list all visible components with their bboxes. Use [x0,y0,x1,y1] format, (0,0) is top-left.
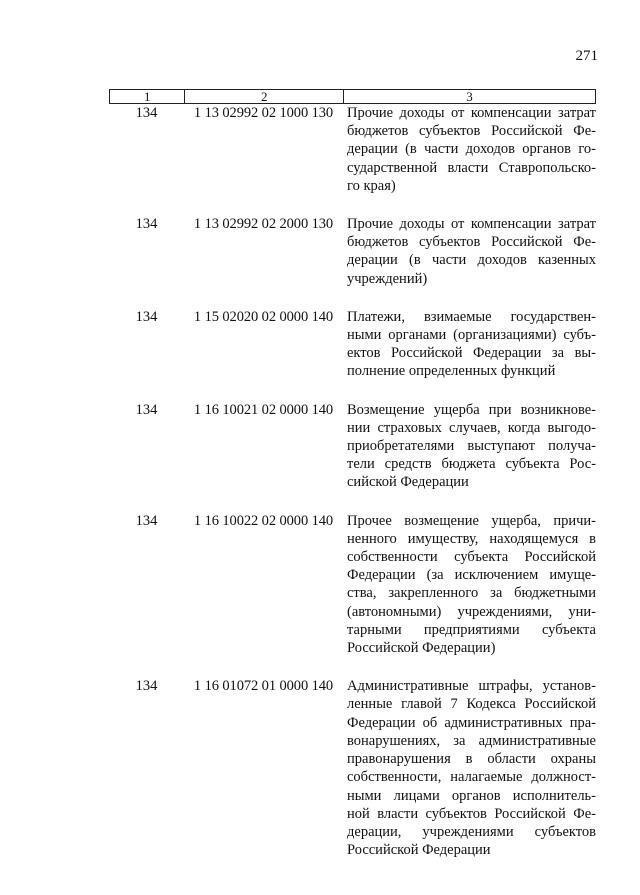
description-line: сударственной власти Ставропольско- [347,159,596,176]
description-cell [343,512,596,658]
description-line: приобретателями выступают получа- [347,438,596,455]
table-row [109,677,596,859]
table-row [109,308,596,381]
admin-code-cell: 134 [135,105,158,121]
description-line: ектов Российской Федерации за вы- [347,345,596,362]
page-number: 271 [575,48,598,64]
table-body [109,104,596,859]
description-line: ленные главой 7 Кодекса Российской [347,696,596,713]
description-line: Административные штрафы, установ- [347,678,596,695]
description-line: ными лицами органов исполнитель- [347,787,596,804]
description-line: тели средств бюджета субъекта Рос- [347,456,596,473]
description-line: Федерации (за исключением имуще- [347,567,596,584]
description-line: (автономными) учреждениями, уни- [347,603,596,620]
description-line: собственности субъекта Российской [347,549,596,566]
description-line: Федерации об административных пра- [347,714,596,731]
description-line: Прочее возмещение ущерба, причи- [347,512,596,529]
description-line: Прочие доходы от компенсации затрат [347,216,596,233]
description-line: дерации (в части доходов органов го- [347,141,596,158]
table-row [109,512,596,658]
description-line: дерации (в части доходов казенных [347,252,596,269]
table-row [109,215,596,288]
revenue-code-cell: 1 16 01072 01 0000 140 [193,678,334,695]
admin-code-cell: 134 [135,512,158,529]
description-line: правонарушения в области охраны [347,751,596,768]
description-line: ненного имуществу, находящемуся в [347,530,596,547]
column-header-2: 2 [184,90,343,103]
revenue-codes-table [109,89,596,879]
description-line: дерации, учреждениями субъектов [347,823,596,840]
description-cell [343,104,596,195]
description-line: сийской Федерации [347,474,469,491]
description-line: собственности, налагаемые должност- [347,769,596,786]
description-line: ными органами (организациями) субъ- [347,327,596,344]
description-line: ства, закрепленного за бюджетными [347,585,596,602]
admin-code-cell: 134 [135,308,158,325]
table-header-row [109,89,596,104]
revenue-code-cell: 1 13 02992 02 1000 130 [193,105,334,121]
column-header-3: 3 [343,90,595,103]
description-cell [343,308,596,381]
admin-code-cell: 134 [135,216,158,233]
description-line: нии страховых случаев, когда выгодо- [347,419,596,436]
description-line: бюджетов субъектов Российской Фе- [347,234,596,251]
description-line: бюджетов субъектов Российской Фе- [347,123,596,140]
description-line: Платежи, взимаемые государствен- [347,308,596,325]
revenue-code-cell: 1 16 10022 02 0000 140 [193,512,334,529]
revenue-code-cell: 1 16 10021 02 0000 140 [193,401,334,418]
description-line: Российской Федерации) [347,640,496,657]
description-line: Возмещение ущерба при возникнове- [347,401,596,418]
description-line: тарными предприятиями субъекта [347,621,596,638]
table-row [109,104,596,195]
revenue-code-cell: 1 15 02020 02 0000 140 [193,308,334,325]
description-line: Российской Федерации [347,842,491,859]
admin-code-cell: 134 [135,401,158,418]
description-line: ной власти субъектов Российской Фе- [347,805,596,822]
description-line: полнение определенных функций [347,363,556,380]
admin-code-cell: 134 [135,678,158,695]
description-cell [343,677,596,859]
description-cell [343,401,596,492]
description-line: го края) [347,177,396,194]
revenue-code-cell: 1 13 02992 02 2000 130 [193,216,334,233]
description-line: вонарушениях, за административные [347,732,596,749]
description-line: учреждений) [347,270,428,287]
column-header-1: 1 [143,89,151,104]
description-line: Прочие доходы от компенсации затрат [347,105,596,121]
table-row [109,401,596,492]
description-cell [343,215,596,288]
